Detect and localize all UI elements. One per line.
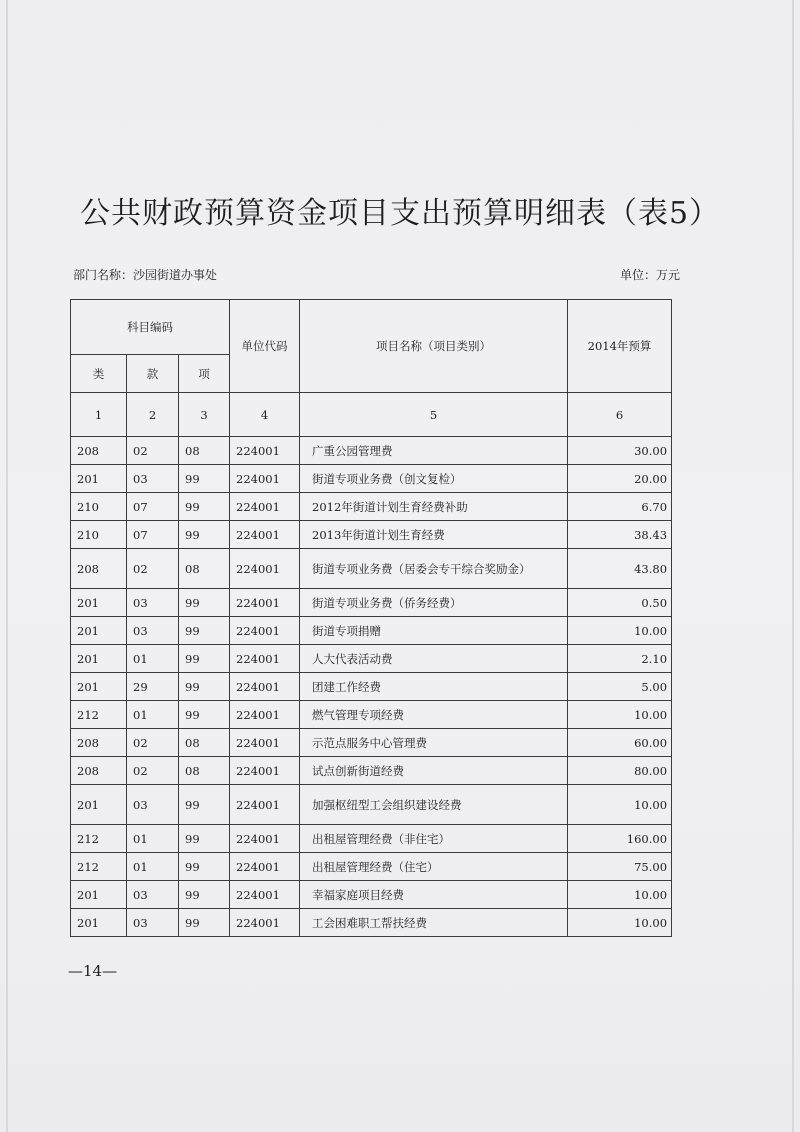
cell-xiang: 99: [179, 493, 230, 521]
table-row: [71, 673, 672, 701]
cell-kuan: 03: [127, 465, 179, 493]
cell-xiang: 99: [179, 617, 230, 645]
cell-lei: 201: [71, 909, 127, 937]
cell-project-name: 广重公园管理费: [300, 437, 568, 465]
cell-lei: 208: [71, 729, 127, 757]
table-row: [71, 881, 672, 909]
cell-xiang: 99: [179, 825, 230, 853]
cell-project-name: 2013年街道计划生育经费: [300, 521, 568, 549]
cell-project-name: 街道专项业务费（侨务经费）: [300, 589, 568, 617]
cell-amount: 0.50: [568, 589, 672, 617]
table-row: [71, 437, 672, 465]
header-index-6: 6: [568, 393, 672, 437]
header-xiang: 项: [179, 355, 230, 393]
budget-table: [70, 299, 672, 937]
cell-lei: 201: [71, 785, 127, 825]
header-index-2: 2: [127, 393, 179, 437]
cell-amount: 10.00: [568, 617, 672, 645]
header-index-3: 3: [179, 393, 230, 437]
table-row: [71, 465, 672, 493]
cell-lei: 212: [71, 825, 127, 853]
header-kuan: 款: [127, 355, 179, 393]
cell-unit-code: 224001: [230, 673, 300, 701]
cell-lei: 210: [71, 521, 127, 549]
cell-project-name: 工会困难职工帮扶经费: [300, 909, 568, 937]
cell-project-name: 出租屋管理经费（住宅）: [300, 853, 568, 881]
cell-unit-code: 224001: [230, 853, 300, 881]
cell-xiang: 99: [179, 645, 230, 673]
cell-project-name: 街道专项业务费（居委会专干综合奖励金）: [300, 549, 568, 589]
cell-xiang: 99: [179, 701, 230, 729]
cell-amount: 80.00: [568, 757, 672, 785]
cell-kuan: 03: [127, 881, 179, 909]
cell-kuan: 03: [127, 589, 179, 617]
cell-xiang: 08: [179, 729, 230, 757]
cell-unit-code: 224001: [230, 645, 300, 673]
cell-lei: 210: [71, 493, 127, 521]
cell-unit-code: 224001: [230, 881, 300, 909]
cell-kuan: 02: [127, 757, 179, 785]
table-row: [71, 909, 672, 937]
cell-amount: 20.00: [568, 465, 672, 493]
cell-lei: 208: [71, 757, 127, 785]
table-row: [71, 701, 672, 729]
cell-project-name: 街道专项捐赠: [300, 617, 568, 645]
cell-xiang: 99: [179, 521, 230, 549]
page-right-edge: [792, 0, 794, 1132]
cell-amount: 38.43: [568, 521, 672, 549]
cell-amount: 160.00: [568, 825, 672, 853]
table-row: [71, 645, 672, 673]
cell-unit-code: 224001: [230, 465, 300, 493]
cell-kuan: 03: [127, 909, 179, 937]
cell-lei: 201: [71, 673, 127, 701]
cell-amount: 2.10: [568, 645, 672, 673]
cell-amount: 75.00: [568, 853, 672, 881]
header-unit-code: 单位代码: [230, 300, 300, 393]
cell-kuan: 01: [127, 645, 179, 673]
cell-lei: 201: [71, 881, 127, 909]
table-row: [71, 521, 672, 549]
cell-unit-code: 224001: [230, 521, 300, 549]
header-project-name: 项目名称（项目类别）: [300, 300, 568, 393]
cell-project-name: 人大代表活动费: [300, 645, 568, 673]
cell-kuan: 29: [127, 673, 179, 701]
cell-kuan: 07: [127, 493, 179, 521]
cell-kuan: 01: [127, 701, 179, 729]
cell-kuan: 03: [127, 617, 179, 645]
cell-lei: 208: [71, 437, 127, 465]
cell-xiang: 08: [179, 757, 230, 785]
cell-xiang: 99: [179, 785, 230, 825]
cell-project-name: 示范点服务中心管理费: [300, 729, 568, 757]
table-row: [71, 785, 672, 825]
cell-unit-code: 224001: [230, 909, 300, 937]
header-index-1: 1: [71, 393, 127, 437]
cell-project-name: 街道专项业务费（创文复检）: [300, 465, 568, 493]
header-subject-code: 科目编码: [71, 300, 230, 355]
cell-unit-code: 224001: [230, 825, 300, 853]
cell-kuan: 07: [127, 521, 179, 549]
cell-amount: 5.00: [568, 673, 672, 701]
cell-amount: 43.80: [568, 549, 672, 589]
cell-project-name: 试点创新街道经费: [300, 757, 568, 785]
table-row: [71, 493, 672, 521]
cell-amount: 30.00: [568, 437, 672, 465]
cell-unit-code: 224001: [230, 437, 300, 465]
cell-unit-code: 224001: [230, 729, 300, 757]
cell-xiang: 99: [179, 589, 230, 617]
cell-xiang: 99: [179, 853, 230, 881]
cell-unit-code: 224001: [230, 617, 300, 645]
page-left-edge: [6, 0, 8, 1132]
cell-xiang: 99: [179, 881, 230, 909]
cell-kuan: 02: [127, 437, 179, 465]
header-budget-2014: 2014年预算: [568, 300, 672, 393]
cell-unit-code: 224001: [230, 785, 300, 825]
cell-lei: 201: [71, 645, 127, 673]
cell-project-name: 加强枢纽型工会组织建设经费: [300, 785, 568, 825]
cell-project-name: 2012年街道计划生育经费补助: [300, 493, 568, 521]
unit-label: 单位：万元: [620, 268, 681, 282]
cell-unit-code: 224001: [230, 493, 300, 521]
table-row: [71, 757, 672, 785]
table-row: [71, 729, 672, 757]
cell-project-name: 出租屋管理经费（非住宅）: [300, 825, 568, 853]
table-row: [71, 617, 672, 645]
cell-xiang: 99: [179, 673, 230, 701]
cell-amount: 10.00: [568, 909, 672, 937]
header-index-5: 5: [300, 393, 568, 437]
cell-xiang: 08: [179, 437, 230, 465]
cell-lei: 201: [71, 465, 127, 493]
header-lei: 类: [71, 355, 127, 393]
cell-lei: 212: [71, 701, 127, 729]
table-row: [71, 825, 672, 853]
cell-unit-code: 224001: [230, 701, 300, 729]
cell-amount: 10.00: [568, 785, 672, 825]
cell-amount: 60.00: [568, 729, 672, 757]
cell-lei: 201: [71, 617, 127, 645]
cell-kuan: 03: [127, 785, 179, 825]
cell-lei: 208: [71, 549, 127, 589]
cell-xiang: 99: [179, 909, 230, 937]
table-row: [71, 549, 672, 589]
table-row: [71, 853, 672, 881]
cell-xiang: 08: [179, 549, 230, 589]
cell-lei: 212: [71, 853, 127, 881]
page-number: —14—: [68, 962, 118, 980]
page-title: 公共财政预算资金项目支出预算明细表（表5）: [79, 196, 721, 231]
cell-amount: 10.00: [568, 701, 672, 729]
cell-kuan: 01: [127, 825, 179, 853]
cell-kuan: 01: [127, 853, 179, 881]
cell-unit-code: 224001: [230, 549, 300, 589]
cell-kuan: 02: [127, 549, 179, 589]
cell-xiang: 99: [179, 465, 230, 493]
cell-project-name: 团建工作经费: [300, 673, 568, 701]
cell-project-name: 幸福家庭项目经费: [300, 881, 568, 909]
cell-unit-code: 224001: [230, 589, 300, 617]
cell-lei: 201: [71, 589, 127, 617]
table-row: [71, 589, 672, 617]
cell-amount: 10.00: [568, 881, 672, 909]
cell-amount: 6.70: [568, 493, 672, 521]
cell-kuan: 02: [127, 729, 179, 757]
header-index-4: 4: [230, 393, 300, 437]
department-label: 部门名称：沙园街道办事处: [73, 268, 218, 282]
cell-unit-code: 224001: [230, 757, 300, 785]
cell-project-name: 燃气管理专项经费: [300, 701, 568, 729]
